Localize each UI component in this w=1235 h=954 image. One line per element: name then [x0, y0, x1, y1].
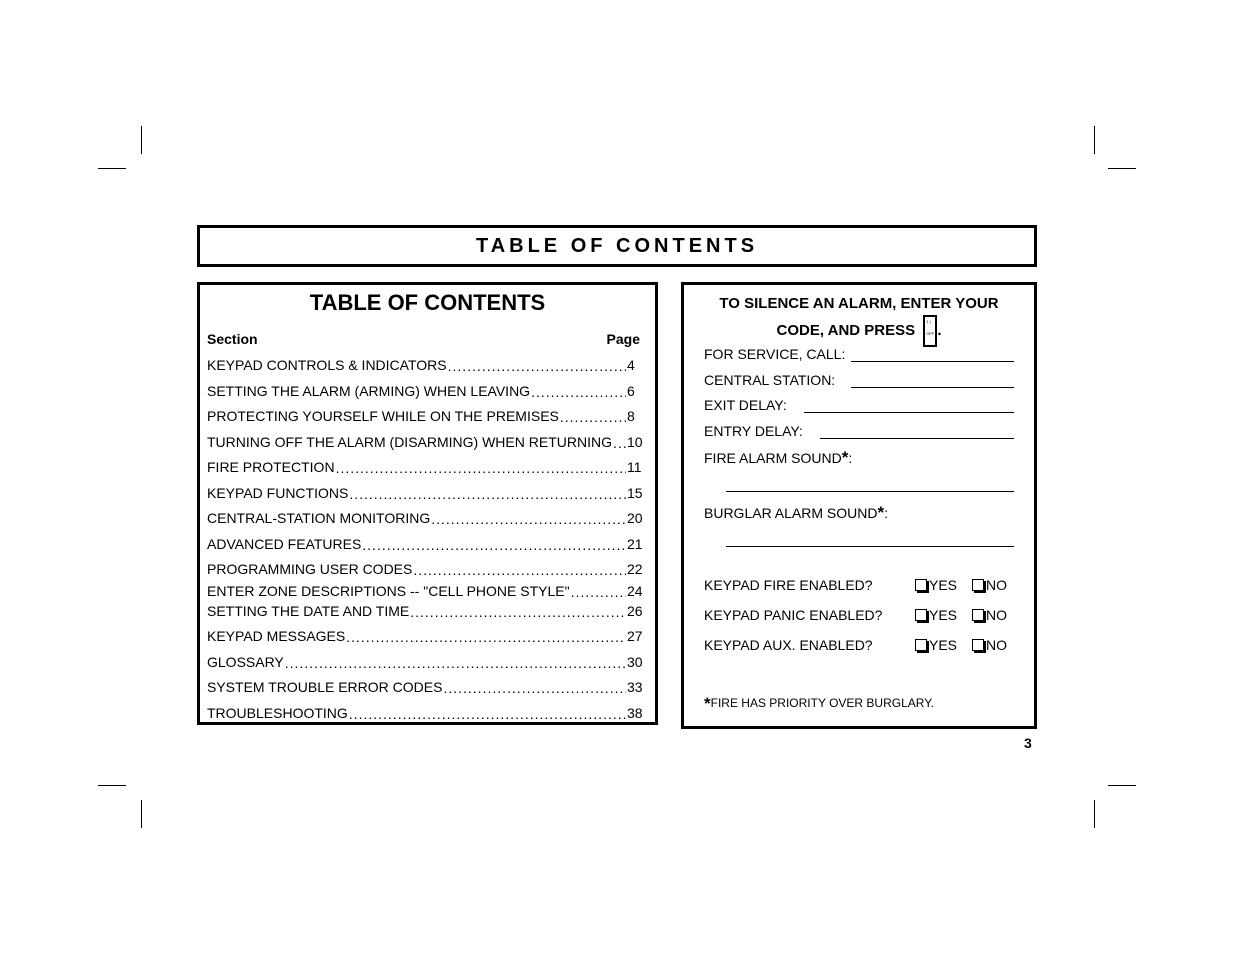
toc-entry — [207, 677, 643, 695]
dot-leader — [443, 681, 626, 695]
dot-leader — [560, 410, 626, 424]
dot-leader — [613, 436, 626, 450]
checkbox-icon — [972, 639, 984, 651]
table-of-contents — [197, 282, 658, 725]
burglar-sound-line — [726, 546, 1014, 547]
crop-mark — [141, 800, 142, 828]
toc-entry-label: SETTING THE DATE AND TIME — [207, 603, 410, 619]
priority-note — [704, 694, 934, 714]
toc-entry-label: ENTER ZONE DESCRIPTIONS -- "CELL PHONE STYLE" — [207, 583, 570, 599]
dot-leader — [285, 656, 626, 670]
dot-leader — [410, 605, 626, 619]
toc-entry — [207, 703, 643, 721]
key-top-label: 1 | — [926, 319, 931, 324]
burglar-sound-text: BURGLAR ALARM SOUND — [704, 505, 878, 521]
toc-entry-page: 20 — [627, 510, 643, 526]
fire-enabled-yes[interactable] — [915, 577, 957, 593]
service-label: FOR SERVICE, CALL: — [704, 346, 846, 362]
toc-entry-label: PROTECTING YOURSELF WHILE ON THE PREMISES — [207, 408, 559, 424]
aux-enabled-label: KEYPAD AUX. ENABLED? — [704, 637, 873, 653]
dot-leader — [571, 585, 626, 599]
instruction-text: CODE, AND PRESS — [776, 321, 916, 339]
central-station-label: CENTRAL STATION: — [704, 372, 836, 388]
dot-leader — [349, 487, 626, 501]
page-number: 3 — [1024, 735, 1032, 751]
checkbox-icon — [915, 609, 927, 621]
panic-enabled-label: KEYPAD PANIC ENABLED? — [704, 607, 883, 623]
fire-enabled-label: KEYPAD FIRE ENABLED? — [704, 577, 873, 593]
crop-mark — [1108, 785, 1136, 786]
crop-mark — [1094, 126, 1095, 154]
toc-entry-label: PROGRAMMING USER CODES — [207, 561, 413, 577]
toc-entry-page: 10 — [627, 434, 643, 450]
toc-entry — [207, 601, 643, 619]
checkbox-icon — [915, 579, 927, 591]
dot-leader — [336, 461, 626, 475]
fire-enabled-no[interactable] — [972, 577, 1007, 593]
toc-entry-page: 11 — [627, 459, 642, 475]
toc-entry-page: 26 — [627, 603, 643, 619]
entry-delay-line — [820, 438, 1014, 439]
exit-delay-label: EXIT DELAY: — [704, 397, 787, 413]
toc-entry — [207, 559, 643, 577]
service-line — [851, 361, 1014, 362]
yes-label: YES — [929, 607, 958, 623]
dot-leader — [349, 707, 626, 721]
asterisk: * — [841, 448, 849, 467]
checkbox-icon — [915, 639, 927, 651]
off-key-icon — [923, 315, 937, 347]
toc-entry-page: 27 — [627, 628, 643, 644]
toc-entry-page: 24 — [627, 583, 643, 599]
dot-leader — [346, 630, 626, 644]
toc-entry — [207, 534, 643, 552]
toc-entry-page: 6 — [627, 383, 635, 399]
burglar-sound-label — [704, 503, 888, 523]
toc-entry — [207, 581, 643, 599]
aux-enabled-yes[interactable] — [915, 637, 957, 653]
checkbox-icon — [972, 579, 984, 591]
toc-entry — [207, 652, 643, 670]
dot-leader — [531, 385, 626, 399]
colon: : — [884, 505, 888, 521]
toc-entry-label: GLOSSARY — [207, 654, 284, 670]
toc-entry-page: 4 — [627, 357, 635, 373]
toc-entry-label: KEYPAD CONTROLS & INDICATORS — [207, 357, 447, 373]
section-header: Section — [207, 331, 258, 347]
instruction-line-1: TO SILENCE AN ALARM, ENTER YOUR — [719, 295, 999, 312]
toc-entry — [207, 432, 643, 450]
toc-entry-page: 15 — [627, 485, 643, 501]
toc-entry — [207, 508, 643, 526]
instruction-line-2 — [694, 315, 1024, 347]
exit-delay-line — [804, 412, 1014, 413]
key-bottom-label: OFF — [926, 331, 935, 336]
panic-enabled-no[interactable] — [972, 607, 1007, 623]
toc-entry-page: 8 — [627, 408, 635, 424]
fire-sound-line — [726, 491, 1014, 492]
toc-entry-label: SYSTEM TROUBLE ERROR CODES — [207, 679, 443, 695]
toc-entry — [207, 457, 643, 475]
toc-entry — [207, 355, 643, 373]
crop-mark — [141, 126, 142, 154]
silence-alarm-instruction — [694, 293, 1024, 347]
toc-entry-page: 38 — [627, 705, 643, 721]
toc-entry-label: CENTRAL-STATION MONITORING — [207, 510, 431, 526]
no-label: NO — [986, 607, 1007, 623]
toc-entry-label: TURNING OFF THE ALARM (DISARMING) WHEN RETURNING — [207, 434, 612, 450]
toc-entry-label: ADVANCED FEATURES — [207, 536, 362, 552]
crop-mark — [1094, 800, 1095, 828]
panic-enabled-yes[interactable] — [915, 607, 957, 623]
dot-leader — [362, 538, 626, 552]
toc-entry-page: 22 — [627, 561, 643, 577]
aux-enabled-no[interactable] — [972, 637, 1007, 653]
no-label: NO — [986, 577, 1007, 593]
asterisk: * — [704, 694, 711, 713]
toc-entry-page: 21 — [627, 536, 643, 552]
yes-label: YES — [929, 577, 958, 593]
toc-entry — [207, 626, 643, 644]
toc-entry-label: TROUBLESHOOTING — [207, 705, 348, 721]
toc-entry-label: KEYPAD FUNCTIONS — [207, 485, 349, 501]
note-text: FIRE HAS PRIORITY OVER BURGLARY. — [710, 696, 935, 710]
instruction-period: . — [937, 321, 942, 339]
toc-entry-page: 30 — [627, 654, 643, 670]
dot-leader — [448, 359, 626, 373]
alarm-info-panel — [681, 282, 1037, 729]
toc-entry-page: 33 — [627, 679, 643, 695]
toc-entry-label: KEYPAD MESSAGES — [207, 628, 346, 644]
central-station-line — [851, 387, 1014, 388]
dot-leader — [413, 563, 626, 577]
crop-mark — [1108, 168, 1136, 169]
toc-entry — [207, 381, 643, 399]
toc-title: TABLE OF CONTENTS — [309, 290, 546, 315]
entry-delay-label: ENTRY DELAY: — [704, 423, 803, 439]
asterisk: * — [877, 503, 885, 522]
fire-sound-text: FIRE ALARM SOUND — [704, 450, 842, 466]
toc-entry-label: SETTING THE ALARM (ARMING) WHEN LEAVING — [207, 383, 531, 399]
fire-sound-label — [704, 448, 852, 468]
dot-leader — [431, 512, 626, 526]
crop-mark — [98, 168, 126, 169]
page-header: Page — [606, 331, 640, 347]
colon: : — [848, 450, 853, 466]
toc-entry — [207, 406, 643, 424]
banner-title: TABLE OF CONTENTS — [197, 225, 1037, 267]
toc-entry-label: FIRE PROTECTION — [207, 459, 335, 475]
crop-mark — [98, 785, 126, 786]
toc-entry — [207, 483, 643, 501]
checkbox-icon — [972, 609, 984, 621]
yes-label: YES — [929, 637, 958, 653]
no-label: NO — [986, 637, 1007, 653]
